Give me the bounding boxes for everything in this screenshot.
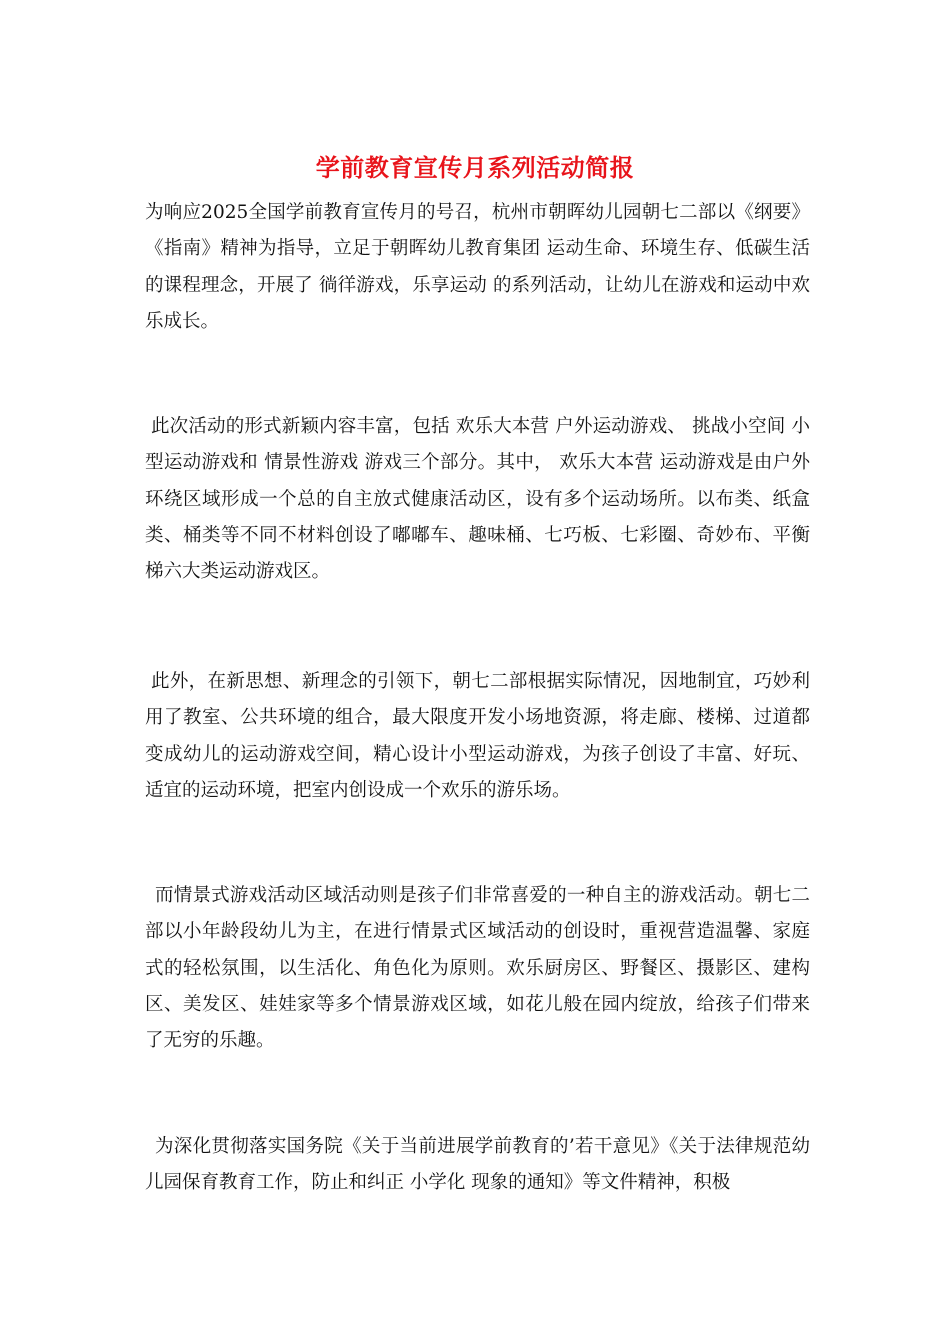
paragraph-intro: 为响应2025全国学前教育宣传月的号召，杭州市朝晖幼儿园朝七二部以《纲要》《指南》精神为指导，立足于朝晖幼儿教育集团 运动生命、环境生存、低碳生活 的课程理念，开展了 徜徉游戏，乐享运动 的系列活动，让幼儿在游戏和运动中欢乐成长。 xyxy=(145,202,810,332)
paragraph-activity-forms: 此次活动的形式新颖内容丰富，包括 欢乐大本营 户外运动游戏、 挑战小空间 小型运动游戏和 情景性游戏 游戏三个部分。其中， 欢乐大本营 运动游戏是由户外环绕区域形成一个总的自主放式健康活动区，设有多个运动场所。以布类、纸盒类、桶类等不同不材料创设了嘟嘟车、趣味桶、七巧板、七彩圈、奇妙布、平衡梯六大类运动游戏区。 xyxy=(145,416,810,583)
document-title: 学前教育宣传月系列活动简报 xyxy=(315,153,635,182)
paragraph-situational-games: 而情景式游戏活动区域活动则是孩子们非常喜爱的一种自主的游戏活动。朝七二部以小年龄段幼儿为主，在进行情景式区域活动的创设时，重视营造温馨、家庭式的轻松氛围，以生活化、角色化为原则。欢乐厨房区、野餐区、摄影区、建构区、美发区、娃娃家等多个情景游戏区域，如花儿般在园内绽放，给孩子们带来了无穷的乐趣。 xyxy=(145,885,810,1052)
paragraph-indoor-space: 此外，在新思想、新理念的引领下，朝七二部根据实际情况，因地制宜，巧妙利用了教室、公共环境的组合，最大限度开发小场地资源，将走廊、楼梯、过道都变成幼儿的运动游戏空间，精心设计小型运动游戏，为孩子创设了丰富、好玩、适宜的运动环境，把室内创设成一个欢乐的游乐场。 xyxy=(145,671,810,801)
paragraph-policy: 为深化贯彻落实国务院《关于当前进展学前教育的’若干意见》《关于法律规范幼儿园保育教育工作，防止和纠正 小学化 现象的通知》等文件精神，积极 xyxy=(145,1136,810,1194)
